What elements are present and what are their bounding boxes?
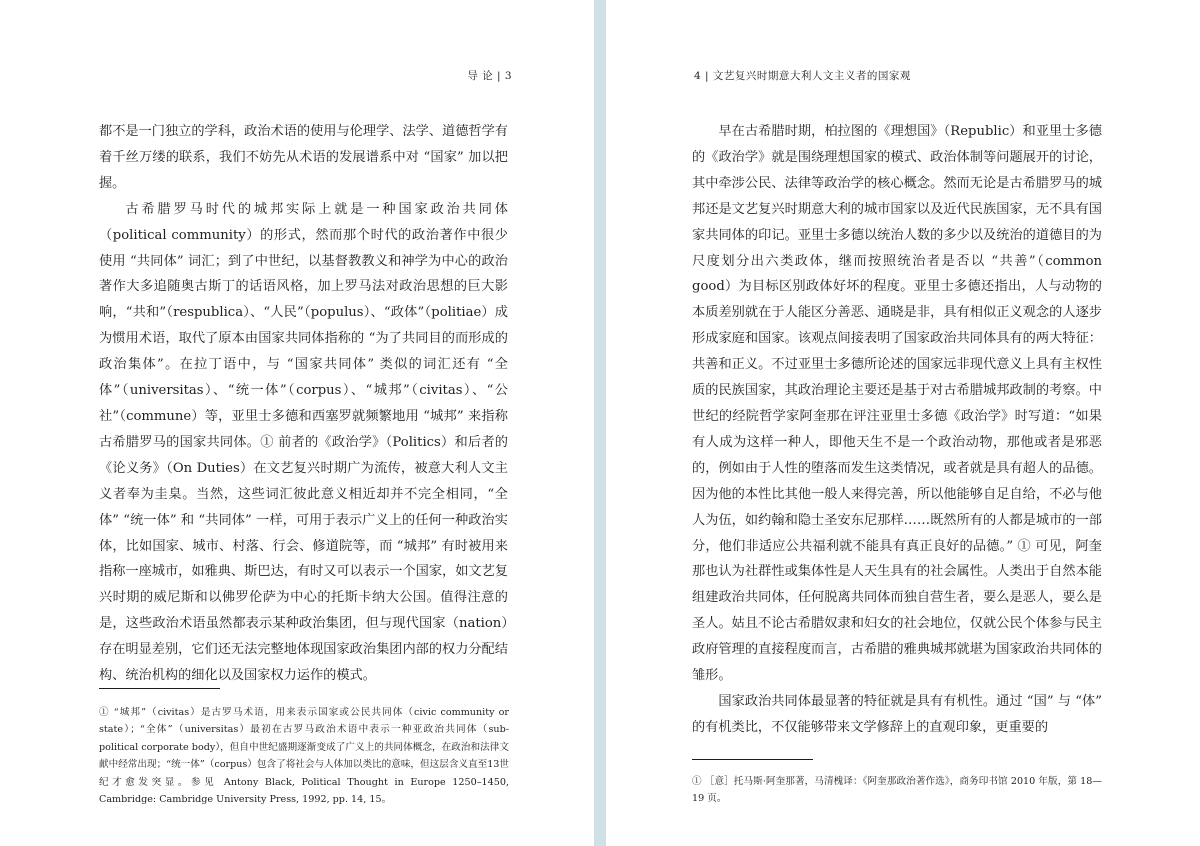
footnote-divider [692, 759, 813, 760]
running-head: 导 论 | 3 [467, 70, 512, 82]
running-head: 4 | 文艺复兴时期意大利人文主义者的国家观 [694, 70, 911, 82]
paragraph: 国家政治共同体最显著的特征就是具有有机性。通过 “国” 与 “体” 的有机类比，不仅能够带来文学修辞上的直观印象，更重要的 [692, 693, 1102, 735]
paragraph: 古希腊罗马时代的城邦实际上就是一种国家政治共同体（political community）的形式，然而那个时代的政治著作中很少使用 “共同体” 词汇；到了中世纪，以基督教教义和神学为中心的政治著作大多追随奥古斯丁的话语风格，加上罗马法对政治思想的巨大影响，“共和”（respublica）、“人民”（populus）、“政体”（politiae）成为惯用术语，取代了原本由国家共同体指称的 “为了共同目的而形成的政治集体”。在拉丁语中，与 “国家共同体” 类似的词汇还有 “全体”（universitas）、“统一体”（corpus）、“城邦”（civitas）、“公社”（commune）等，亚里士多德和西塞罗就频繁地用 “城邦” 来指称古希腊罗马的国家共同体。① 前者的《政治学》（Politics）和后者的《论义务》（On Duties）在文艺复兴时期广为流传，被意大利人文主义者奉为圭臬。当然，这些词汇彼此意义相近却并不完全相同，“全体” “统一体” 和 “共同体” 一样，可用于表示广义上的任何一种政治实体，比如国家、城市、村落、行会、修道院等，而 “城邦” 有时被用来指称一座城市，如雅典、斯巴达，有时又可以表示一个国家，如文艺复兴时期的威尼斯和以佛罗伦萨为中心的托斯卡纳大公国。值得注意的是，这些政治术语虽然都表示某种政治集团，但与现代国家（nation）存在明显差别，它们还无法完整地体现国家政治集团内部的权力分配结构、统治机构的细化以及国家权力运作的模式。 [99, 201, 508, 684]
footnote: ① “城邦”（civitas）是古罗马术语，用来表示国家或公民共同体（civic community or state）；“全体”（universitas）最初在古罗马政治术语中表示一种亚政治共同体（sub-political corporate body），但自中世纪盛期逐渐变成了广义上的共同体概念，在政治和法律文献中经常出现；“统一体”（corpus）包含了将社会与人体加以类比的意味，但这层含义直至13世纪才愈发突显。参见 Antony Black, Political Thought in Europe 1250–1450, Cambridge: Cambridge University Press, 1992, pp. 14, 15。 [99, 707, 509, 806]
right-page [606, 0, 1200, 846]
footnote-divider [99, 688, 220, 689]
paragraph: 都不是一门独立的学科，政治术语的使用与伦理学、法学、道德哲学有着千丝万缕的联系，我们不妨先从术语的发展谱系中对 “国家” 加以把握。 [99, 124, 508, 191]
body-text [692, 119, 1102, 741]
paragraph: 早在古希腊时期，柏拉图的《理想国》（Republic）和亚里士多德的《政治学》就是围绕理想国家的模式、政治体制等问题展开的讨论，其中牵涉公民、法律等政治学的核心概念。然而无论是古希腊罗马的城邦还是文艺复兴时期意大利的城市国家以及近代民族国家，无不具有国家共同体的印记。亚里士多德以统治人数的多少以及统治的道德目的为尺度划分出六类政体，继而按照统治者是否以 “共善”（common good）为目标区别政体好坏的程度。亚里士多德还指出，人与动物的本质差别就在于人能区分善恶、通晓是非，具有相似正义观念的人逐步形成家庭和国家。该观点间接表明了国家政治共同体具有的两大特征：共善和正义。不过亚里士多德所论述的国家远非现代意义上具有主权性质的民族国家，其政治理论主要还是基于对古希腊城邦政制的考察。中世纪的经院哲学家阿奎那在评注亚里士多德《政治学》时写道：“如果有人成为这样一种人，即他天生不是一个政治动物，那他或者是邪恶的，例如由于人性的堕落而发生这类情况，或者就是具有超人的品德。因为他的本性比其他一般人来得完善，所以他能够自足自给，不必与他人为伍，如约翰和隐士圣安东尼那样……既然所有的人都是城市的一部分，他们非适应公共福利就不能具有真正良好的品德。” ① 可见，阿奎那也认为社群性或集体性是人天生具有的社会属性。人类出于自然本能组建政治共同体，任何脱离共同体而独自营生者，要么是恶人，要么是圣人。姑且不论古希腊奴隶和妇女的社会地位，仅就公民个体参与民主政府管理的直接程度而言，古希腊的雅典城邦就堪为国家政治共同体的雏形。 [692, 124, 1102, 684]
left-page [0, 0, 594, 846]
footnote: ① ［意］托马斯·阿奎那著，马清槐译：《阿奎那政治著作选》，商务印书馆 2010 年版，第 18—19 页。 [692, 776, 1102, 805]
body-text [99, 119, 508, 689]
book-gutter [594, 0, 606, 846]
